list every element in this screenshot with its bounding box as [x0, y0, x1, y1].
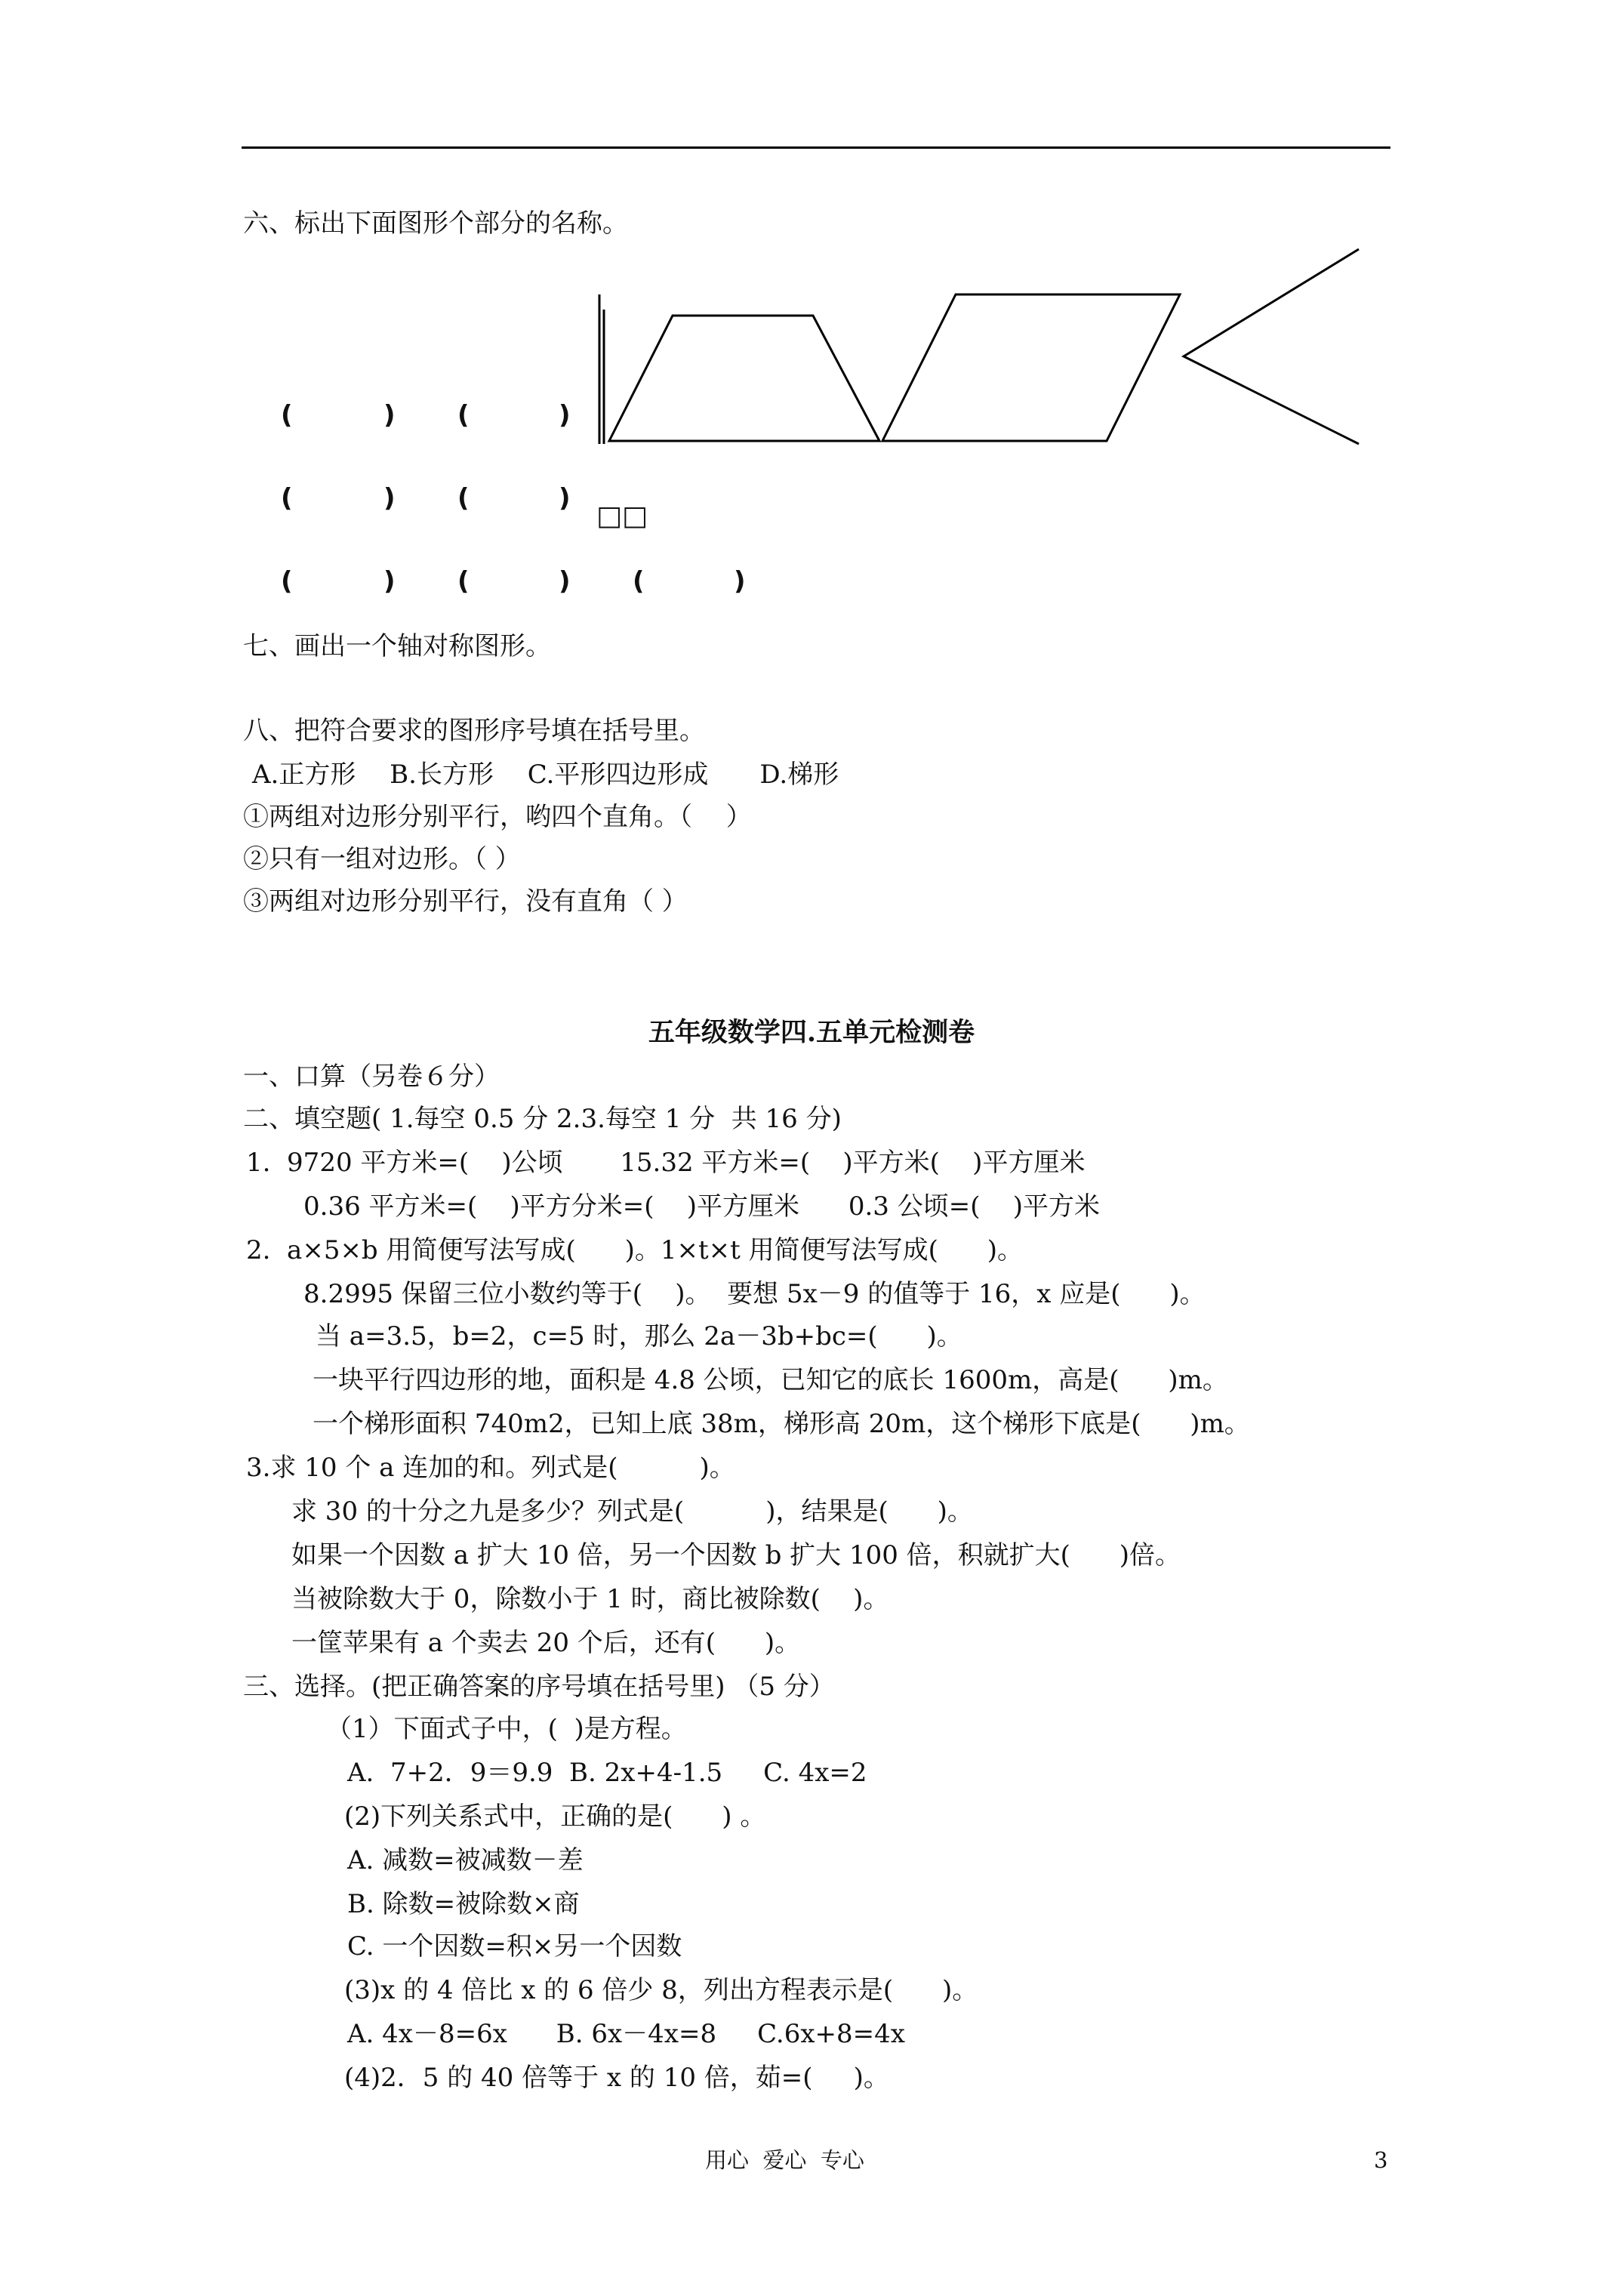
choice-options: A. 7+2．9＝9.9 B. 2x+4-1.5 C. 4x=2 [347, 1758, 867, 1788]
fill-line: 当 a=3.5，b=2，c=5 时，那么 2a－3b+bc=( )。 [316, 1321, 962, 1351]
fill-line: 如果一个因数 a 扩大 10 倍，另一个因数 b 扩大 100 倍，积就扩大( )倍。 [291, 1540, 1181, 1570]
blank-close: ) [559, 400, 571, 430]
fill-line: 2. a×5×b 用简便写法写成( )。1×t×t 用简便写法写成( )。 [246, 1235, 1023, 1265]
part1-heading: 一、口算（另卷６分） [243, 1062, 500, 1092]
blank-open: ( [457, 566, 470, 596]
fill-line: 3.求 10 个 a 连加的和。列式是( )。 [246, 1453, 735, 1483]
section6-heading: 六、标出下面图形个部分的名称。 [243, 208, 628, 239]
choice-question: (3)x 的 4 倍比 x 的 6 倍少 8，列出方程表示是( )。 [344, 1975, 978, 2005]
parallelogram [882, 294, 1180, 441]
choice-options: A. 4x－8=6x B. 6x－4x=8 C.6x+8=4x [347, 2019, 905, 2049]
section8-options: A.正方形 B.长方形 C.平形四边形成 D.梯形 [252, 760, 839, 790]
blank-open: ( [281, 400, 293, 430]
section8-heading: 八、把符合要求的图形序号填在括号里。 [243, 716, 705, 746]
fill-line: 一个梯形面积 740m2，已知上底 38m，梯形高 20m，这个梯形下底是( )m。 [313, 1409, 1250, 1439]
section8-q3: ③两组对边形分别平行，没有直角（ ） [243, 886, 688, 917]
blank-close: ) [559, 566, 571, 596]
part2-heading: 二、填空题( 1.每空 0.5 分 2.3.每空 1 分 共 16 分) [243, 1104, 842, 1134]
blank-close: ) [383, 566, 396, 596]
trapezoid [609, 316, 879, 441]
page-number: 3 [1374, 2147, 1388, 2173]
fill-line: 当被除数大于 0，除数小于 1 时，商比被除数( )。 [291, 1584, 889, 1614]
section7-heading: 七、画出一个轴对称图形。 [243, 631, 551, 661]
fill-line: 一块平行四边形的地，面积是 4.8 公顷，已知它的底长 1600m，高是( )m。 [313, 1365, 1228, 1395]
angle [1184, 249, 1359, 444]
choice-option: C. 一个因数=积×另一个因数 [347, 1931, 682, 1962]
blank-open: ( [281, 566, 293, 596]
blank-open: ( [457, 400, 470, 430]
part3-heading: 三、选择。(把正确答案的序号填在括号里) （5 分） [243, 1672, 835, 1702]
choice-option: A. 减数=被减数－差 [347, 1845, 584, 1875]
geometry-figures [0, 0, 1623, 529]
blank-open: ( [457, 483, 470, 513]
exam-title: 五年级数学四.五单元检测卷 [648, 1017, 975, 1048]
choice-question: （1）下面式子中，( )是方程。 [326, 1714, 687, 1744]
section8-q2: ②只有一组对边形。（ ） [243, 844, 521, 874]
footer-text: 用心 爱心 专心 [705, 2147, 864, 2173]
blank-close: ) [383, 400, 396, 430]
fill-line: 1. 9720 平方米=( )公顷 15.32 平方米=( )平方米( )平方厘米 [246, 1148, 1086, 1178]
choice-option: B. 除数=被除数×商 [347, 1889, 580, 1919]
fill-line: 0.36 平方米=( )平方分米=( )平方厘米 0.3 公顷=( )平方米 [303, 1191, 1100, 1222]
blank-open: ( [281, 483, 293, 513]
fill-line: 一筐苹果有 a 个卖去 20 个后，还有( )。 [291, 1628, 801, 1658]
fill-line: 求 30 的十分之九是多少？列式是( )，结果是( )。 [291, 1496, 973, 1527]
blank-open: ( [633, 566, 645, 596]
blank-close: ) [734, 566, 746, 596]
section8-q1: ①两组对边形分别平行，哟四个直角。（ ） [243, 802, 752, 832]
small-boxes: □□ [596, 501, 648, 532]
choice-question: (4)2．5 的 40 倍等于 x 的 10 倍，茹=( )。 [344, 2063, 889, 2093]
choice-question: (2)下列关系式中，正确的是( ) 。 [344, 1801, 766, 1832]
blank-close: ) [559, 483, 571, 513]
fill-line: 8.2995 保留三位小数约等于( )。 要想 5x－9 的值等于 16，x 应是( )。 [303, 1279, 1206, 1309]
blank-close: ) [383, 483, 396, 513]
